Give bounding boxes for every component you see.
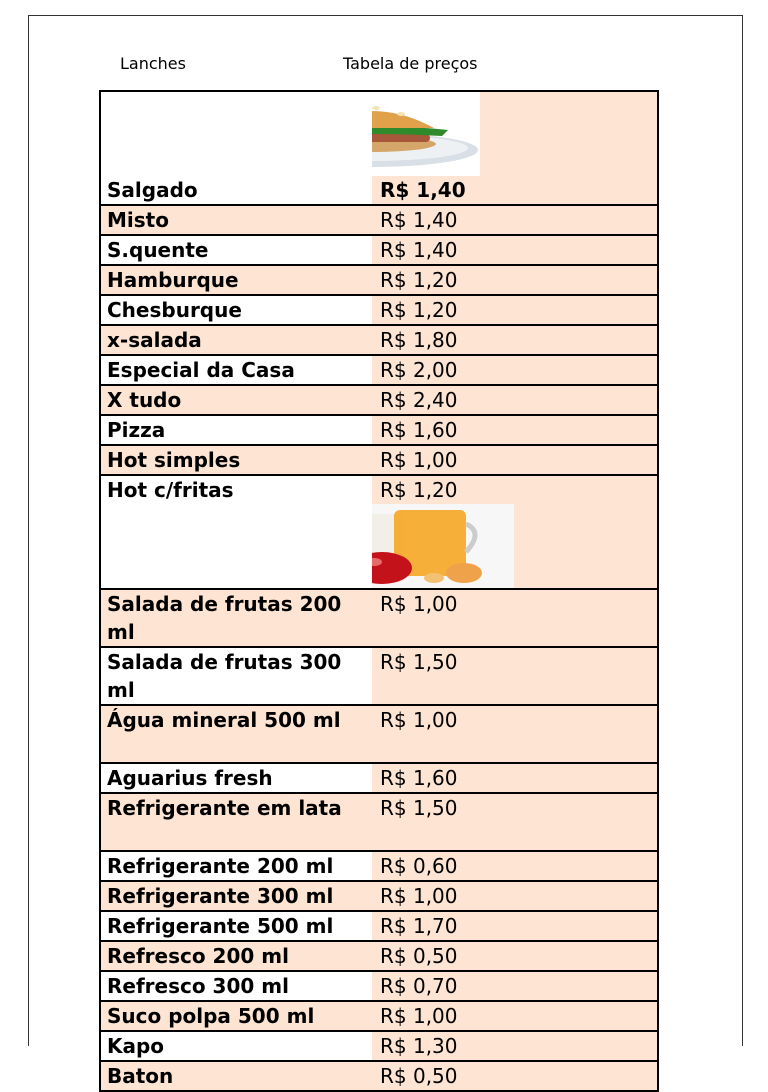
snack-row (100, 295, 658, 325)
item-name: Suco polpa 500 ml (100, 1001, 372, 1031)
page-header (29, 54, 742, 74)
drink-row (100, 1001, 658, 1031)
drink-row (100, 1061, 658, 1091)
item-name: Salada de frutas 300 ml (100, 647, 372, 705)
drink-row (100, 851, 658, 881)
price-fill (515, 1061, 658, 1091)
price-fill (515, 355, 658, 385)
item-price: R$ 0,70 (372, 971, 515, 1001)
item-name: Especial da Casa (100, 355, 372, 385)
drink-row (100, 881, 658, 911)
snack-row (100, 385, 658, 415)
price-fill (515, 647, 658, 705)
snack-row (100, 176, 658, 205)
snack-row (100, 445, 658, 475)
drink-row (100, 941, 658, 971)
snack-row (100, 265, 658, 295)
snack-row (100, 415, 658, 445)
item-name: Hamburque (100, 265, 372, 295)
price-fill (515, 851, 658, 881)
drink-row (100, 793, 658, 851)
document-page (28, 15, 743, 1088)
drink-row (100, 589, 658, 647)
item-price: R$ 2,00 (372, 355, 515, 385)
price-fill (515, 415, 658, 445)
price-table (99, 90, 659, 1092)
item-name: Refresco 300 ml (100, 971, 372, 1001)
price-fill (515, 475, 658, 504)
item-name: Chesburque (100, 295, 372, 325)
item-price: R$ 1,60 (372, 415, 515, 445)
price-fill (515, 385, 658, 415)
item-price: R$ 1,00 (372, 589, 515, 647)
drink-row (100, 763, 658, 793)
price-fill (515, 705, 658, 763)
item-name: Aguarius fresh (100, 763, 372, 793)
item-name: Hot simples (100, 445, 372, 475)
item-price: R$ 1,00 (372, 881, 515, 911)
price-fill (515, 941, 658, 971)
burger-image-row (100, 91, 658, 176)
price-fill (515, 589, 658, 647)
item-name: Misto (100, 205, 372, 235)
drink-row (100, 971, 658, 1001)
item-price: R$ 1,60 (372, 763, 515, 793)
price-fill (515, 793, 658, 851)
item-price: R$ 0,50 (372, 941, 515, 971)
item-price: R$ 0,50 (372, 1061, 515, 1091)
snack-row (100, 475, 658, 504)
snack-row (100, 205, 658, 235)
item-name: Kapo (100, 1031, 372, 1061)
drink-row (100, 705, 658, 763)
price-fill (515, 265, 658, 295)
drink-row (100, 647, 658, 705)
item-name: Salgado (107, 178, 198, 202)
item-price: R$ 1,20 (372, 295, 515, 325)
item-name: Refrigerante 200 ml (100, 851, 372, 881)
item-price: R$ 1,00 (372, 705, 515, 763)
item-price: R$ 1,50 (372, 793, 515, 851)
header-left-label: Lanches (120, 54, 186, 73)
item-name: Hot c/fritas (100, 475, 372, 504)
item-price: R$ 1,20 (372, 475, 515, 504)
item-name: Salada de frutas 200 ml (100, 589, 372, 647)
price-fill (515, 1001, 658, 1031)
item-name: Refresco 200 ml (100, 941, 372, 971)
price-fill (515, 235, 658, 265)
item-name: X tudo (100, 385, 372, 415)
item-price: R$ 1,00 (372, 445, 515, 475)
item-name: Refrigerante 300 ml (100, 881, 372, 911)
price-fill (515, 971, 658, 1001)
item-name: x-salada (100, 325, 372, 355)
item-price: R$ 2,40 (372, 385, 515, 415)
item-price: R$ 1,70 (372, 911, 515, 941)
item-price: R$ 1,00 (372, 1001, 515, 1031)
item-price: R$ 1,40 (372, 176, 515, 205)
price-fill (515, 763, 658, 793)
burger-image (372, 92, 480, 176)
item-name: Baton (100, 1061, 372, 1091)
drink-row (100, 1031, 658, 1061)
price-fill (515, 445, 658, 475)
snack-row (100, 235, 658, 265)
price-fill (515, 176, 658, 205)
item-price: R$ 0,60 (372, 851, 515, 881)
snack-row (100, 325, 658, 355)
price-fill (515, 1031, 658, 1061)
juice-image (372, 504, 514, 588)
item-name: Refrigerante 500 ml (100, 911, 372, 941)
juice-image-row (100, 504, 658, 589)
item-price: R$ 1,30 (372, 1031, 515, 1061)
price-fill (515, 205, 658, 235)
item-price: R$ 1,40 (372, 235, 515, 265)
header-right-label: Tabela de preços (343, 54, 478, 73)
item-name: S.quente (100, 235, 372, 265)
price-fill (515, 325, 658, 355)
price-fill (515, 881, 658, 911)
price-fill (515, 911, 658, 941)
snack-row (100, 355, 658, 385)
item-price: R$ 1,20 (372, 265, 515, 295)
item-price: R$ 1,40 (372, 205, 515, 235)
item-name: Refrigerante em lata (100, 793, 372, 851)
item-name: Água mineral 500 ml (100, 705, 372, 763)
drink-row (100, 911, 658, 941)
item-price: R$ 1,50 (372, 647, 515, 705)
item-price: R$ 1,80 (372, 325, 515, 355)
item-name: Pizza (100, 415, 372, 445)
price-fill (515, 295, 658, 325)
